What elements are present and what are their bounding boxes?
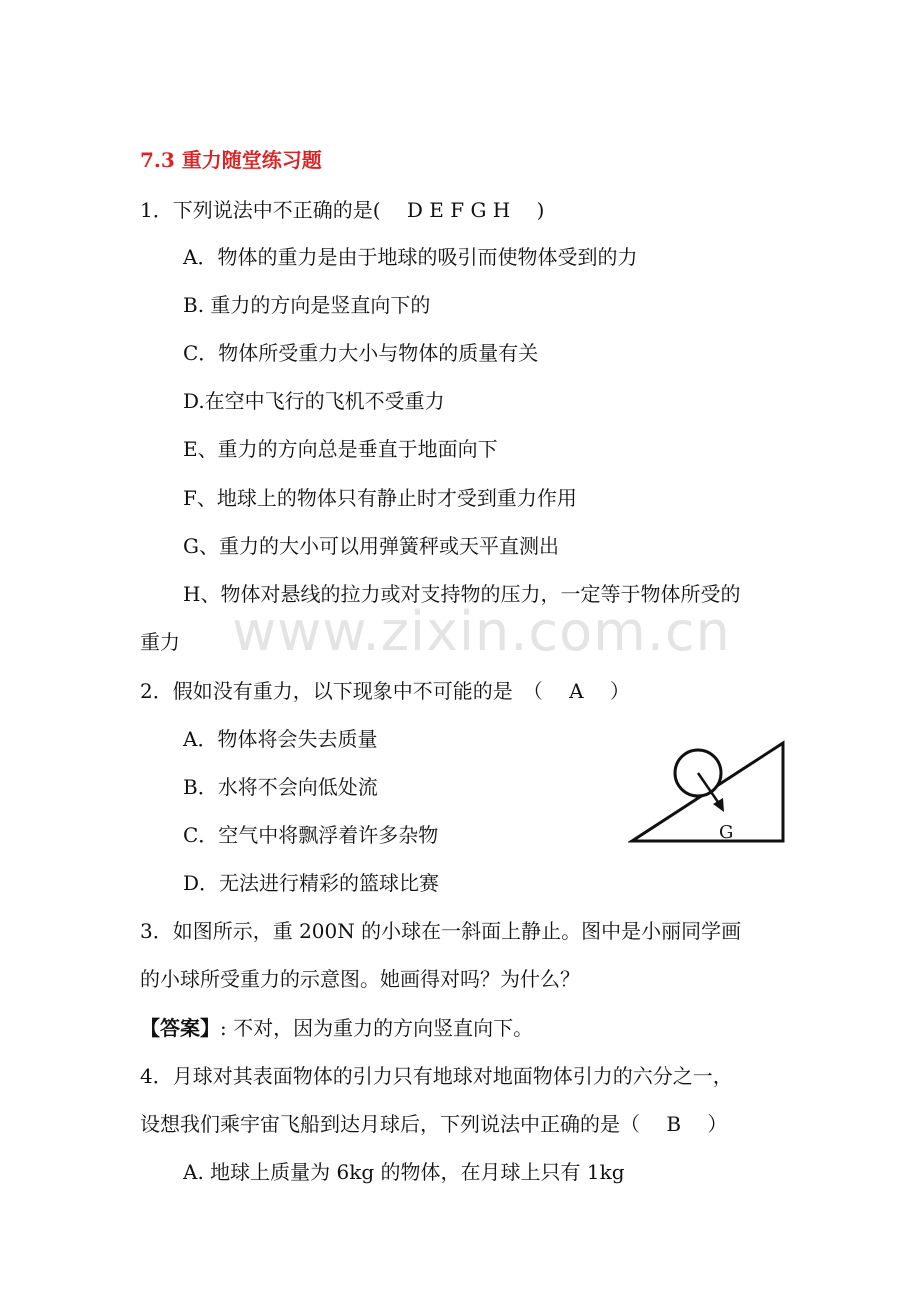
q1-option-h: H、物体对悬线的拉力或对支持物的压力，一定等于物体所受的	[183, 582, 741, 606]
gravity-label: G	[719, 822, 734, 843]
q4-option-a: A. 地球上质量为 6kg 的物体，在月球上只有 1kg	[183, 1160, 625, 1184]
gravity-arrow-head	[713, 798, 724, 812]
q1-option-g: G、重力的大小可以用弹簧秤或天平直测出	[183, 534, 559, 558]
q1-option-d: D.在空中飞行的飞机不受重力	[183, 389, 445, 413]
q2-option-c: C．空气中将飘浮着许多杂物	[183, 823, 439, 847]
incline-ball-figure	[628, 738, 788, 848]
q2-option-a: A．物体将会失去质量	[183, 727, 378, 751]
answer-tag: 【答案】	[140, 1016, 220, 1040]
q2-option-b: B．水将不会向低处流	[183, 775, 378, 799]
page-title: 7.3 重力随堂练习题	[140, 148, 322, 172]
question-2-stem: 2．假如没有重力，以下现象中不可能的是 （ A ）	[140, 679, 630, 703]
q1-option-c: C．物体所受重力大小与物体的质量有关	[183, 341, 539, 365]
q3-answer	[140, 1016, 533, 1040]
q1-option-f: F、地球上的物体只有静止时才受到重力作用	[183, 486, 577, 510]
q1-option-h-continued: 重力	[140, 630, 180, 654]
question-3-line-1: 3．如图所示，重 200N 的小球在一斜面上静止。图中是小丽同学画	[140, 919, 742, 943]
q1-option-e: E、重力的方向总是垂直于地面向下	[183, 437, 498, 461]
watermark: www.zixin.com.cn	[232, 600, 731, 663]
q1-option-a: A．物体的重力是由于地球的吸引而使物体受到的力	[183, 245, 638, 269]
q1-option-b: B. 重力的方向是竖直向下的	[183, 293, 431, 317]
question-4-line-2: 设想我们乘宇宙飞船到达月球后，下列说法中正确的是（ B ）	[140, 1112, 728, 1136]
q2-option-d: D．无法进行精彩的篮球比赛	[183, 871, 440, 895]
question-1-stem: 1．下列说法中不正确的是( D E F G H )	[140, 198, 545, 222]
question-4-line-1: 4．月球对其表面物体的引力只有地球对地面物体引力的六分之一，	[140, 1064, 733, 1088]
question-3-line-2: 的小球所受重力的示意图。她画得对吗？为什么？	[140, 967, 580, 991]
answer-text: : 不对，因为重力的方向竖直向下。	[220, 1016, 534, 1040]
